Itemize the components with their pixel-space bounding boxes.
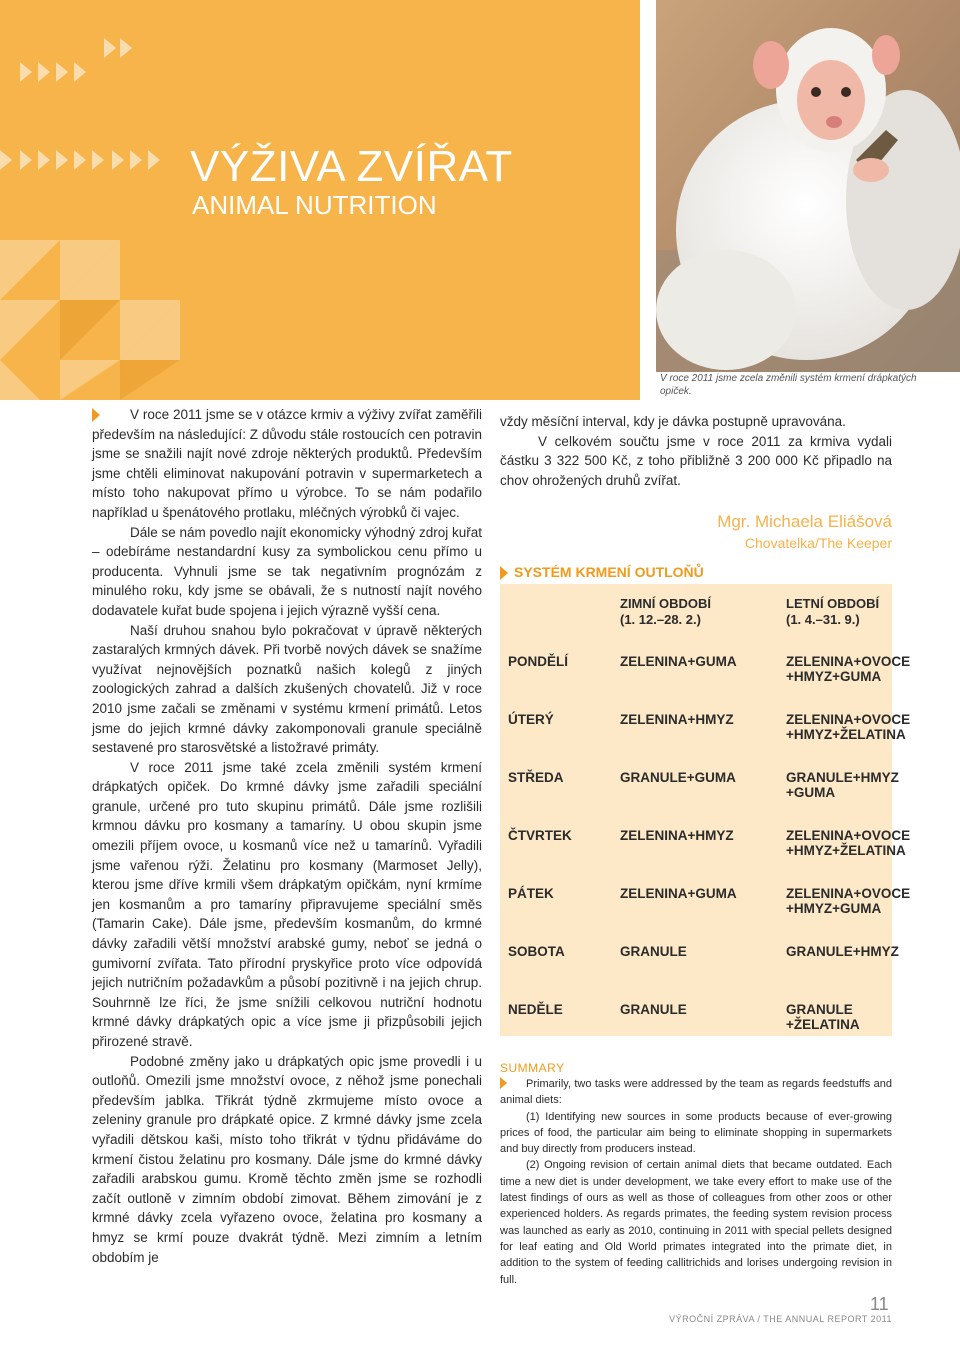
summer-cell: ZELENINA+OVOCE +HMYZ+ŽELATINA: [786, 828, 911, 858]
arrow-bullet-icon: [92, 408, 100, 422]
marmoset-photo: [656, 0, 960, 372]
day-cell: SOBOTA: [508, 944, 565, 959]
header-banner: [0, 0, 640, 400]
paragraph: V roce 2011 jsme také zcela změnili systém krmení drápkatých opiček. Do krmné dávky jsme zařadili speciální granule, určené pro tuto skupinu primátů. Dále jsme rozlišili krmnou dávku pro kosmany a tamaríny. U obou skupin jsme omezili příjem ovoce, u kosmanů více než u tamarínů. Vyřadili jsme vařenou rýži. Želatinu pro kosmany (Marmoset Jelly), kterou jsme dříve krmili všem drápkatým opičkám, nyní krmíme jen kosmanům a pro tamaríny připravujeme speciální směs (Tamarin Cake). Dále jsme, především kosmanům, do krmné dávky zařadili větší množství arabské gumy, neboť se jedná o gumivorní zvířata. Tato přírodní pryskyřice proto více odpovídá jejich nutričním požadavkům a působí pozitivně i na jejich chrup. Souhrnně lze říci, že jsme snížili celkovou nutriční hodnotu krmné dávky drápkatých opic a více jsme ji přizpůsobili jejich přirozené stravě.: [92, 759, 482, 1049]
summer-cell: ZELENINA+OVOCE +HMYZ+GUMA: [786, 886, 911, 916]
paragraph: Naší druhou snahou bylo pokračovat v úpravě některých zastaralých krmných dávek. Při tvorbě nových dávek se snažíme využívat nejnovějších poznatků našich kolegů z jiných zoologických zahrad a dalších zkušených chovatelů. Již v roce 2010 jsme začali se změnami v systému krmení primátů. Letos jsme do jejich krmné dávky zakomponovali granule speciálně sestavené pro starosvětské a listožravé primáty.: [92, 622, 482, 756]
paragraph: V roce 2011 jsme se v otázce krmiv a výživy zvířat zaměřili především na následující: Z důvodu stále rostoucích cen potravin jsme se snažili najít nové zdroje některých produktů. Především jsme chtěli eliminovat nakupování potravin v supermarketech a místo toho nakupovat přímo u výrobce. To se nám podařilo například u špenátového protlaku, mléčných výrobků či vajec.: [92, 407, 482, 520]
report-label: VÝROČNÍ ZPRÁVA / THE ANNUAL REPORT 2011: [669, 1314, 892, 1324]
page-number: 11: [870, 1294, 889, 1314]
summer-cell: GRANULE+HMYZ: [786, 944, 899, 959]
schedule-heading: SYSTÉM KRMENÍ OUTLOŇŮ: [500, 564, 704, 580]
winter-column-header: ZIMNÍ OBDOBÍ (1. 12.–28. 2.): [620, 596, 711, 627]
summer-cell: GRANULE +ŽELATINA: [786, 1002, 860, 1032]
page-title: VÝŽIVA ZVÍŘAT: [190, 142, 513, 191]
photo-caption: V roce 2011 jsme zcela změnili systém krmení drápkatých opiček.: [660, 373, 917, 397]
winter-cell: GRANULE: [620, 944, 687, 959]
article-left-column: [92, 405, 482, 1267]
paragraph: vždy měsíční interval, kdy je dávka postupně upravována.: [500, 414, 846, 429]
paragraph: (1) Identifying new sources in some products because of ever-growing prices of food, the particular aim being to eliminate shopping in supermarkets and buy directly from producers instead.: [500, 1110, 892, 1156]
article-right-column: [500, 412, 892, 490]
author-block: [717, 512, 892, 551]
winter-cell: ZELENINA+HMYZ: [620, 712, 734, 727]
day-cell: ČTVRTEK: [508, 828, 572, 843]
paragraph: (2) Ongoing revision of certain animal diets that became outdated. Each time a new diet is under development, we take every effort to make use of the latest findings of ours as well as those of colleagues from other zoos or other experienced holders. As regards primates, the feeding system revision process was launched as early as 2010, continuing in 2011 with special pellets designed for leaf eating and Old World primates integrated into the primate diet, in addition to the system of feeding callitrichids and lorises undergoing revision in full.: [500, 1159, 892, 1286]
summer-column-header: LETNÍ OBDOBÍ (1. 4.–31. 9.): [786, 596, 880, 627]
page-subtitle: ANIMAL NUTRITION: [192, 190, 437, 220]
day-cell: NEDĚLE: [508, 1002, 563, 1017]
paragraph: V celkovém součtu jsme v roce 2011 za krmiva vydali částku 3 322 500 Kč, z toho přibližně 3 200 000 Kč připadlo na chov ohrožených druhů zvířat.: [500, 433, 892, 488]
winter-cell: GRANULE: [620, 1002, 687, 1017]
summer-cell: ZELENINA+OVOCE +HMYZ+GUMA: [786, 654, 911, 684]
paragraph: Dále se nám povedlo najít ekonomicky výhodný zdroj kuřat – odebíráme nestandardní kusy za symbolickou cenu přímo u producenta. Vyhnuli jsme se tak negativním prognózám z minulého roku, kdy jsme se obávali, že s nutností najít nového dodavatele kuřat bude spojena i jejich výrazně vyšší cena.: [92, 524, 482, 618]
arrow-bullet-icon: [500, 1077, 507, 1089]
summer-cell: GRANULE+HMYZ +GUMA: [786, 770, 899, 800]
author-role: Chovatelka/The Keeper: [744, 535, 892, 551]
feeding-schedule-table: [500, 584, 911, 1036]
author-name: Mgr. Michaela Eliášová: [717, 512, 892, 531]
paragraph: Primarily, two tasks were addressed by the team as regards feedstuffs and animal diets:: [500, 1078, 892, 1107]
summary-text: [500, 1076, 892, 1288]
winter-cell: GRANULE+GUMA: [620, 770, 736, 785]
summary-title: SUMMARY: [500, 1061, 565, 1075]
day-cell: PONDĚLÍ: [508, 654, 569, 669]
winter-cell: ZELENINA+GUMA: [620, 654, 737, 669]
summer-cell: ZELENINA+OVOCE +HMYZ+ŽELATINA: [786, 712, 911, 742]
day-cell: ÚTERÝ: [508, 712, 554, 727]
paragraph: Podobné změny jako u drápkatých opic jsme provedli i u outloňů. Omezili jsme množství ovoce, z něhož jsme ponechali především jablka. Třikrát týdně zkrmujeme místo ovoce a zeleniny granule pro drápkaté opice. Z krmné dávky jsme zcela vyřadili dětskou kaši, místo toho třikrát v týdnu přidáváme do krmení čistou želatinu pro kosmany. Dále jsme do krmné dávky zařadili arabskou gumu. Kromě těchto změn jsme se rozhodli začít outloně v zimním období zimovat. Během zimování je z krmné dávky zcela vyřazeno ovoce, želatina pro kosmany a hmyz se krmí pouze dvakrát týdně. Mezi zimním a letním obdobím je: [92, 1053, 482, 1265]
day-cell: STŘEDA: [508, 770, 564, 785]
arrow-bullet-icon: [500, 566, 508, 580]
winter-cell: ZELENINA+HMYZ: [620, 828, 734, 843]
winter-cell: ZELENINA+GUMA: [620, 886, 737, 901]
day-cell: PÁTEK: [508, 886, 554, 901]
